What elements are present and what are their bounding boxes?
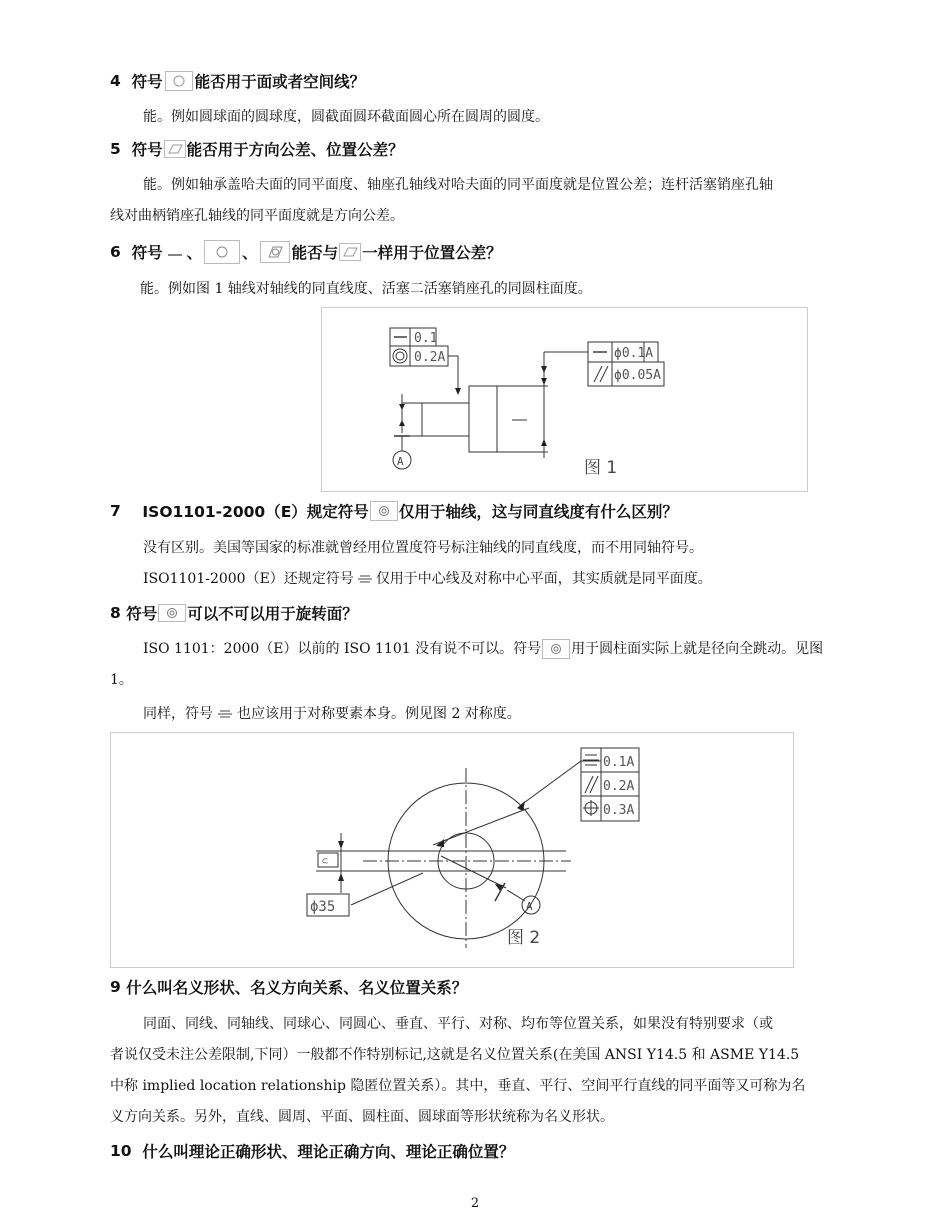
fig1-caption: 图 1 <box>584 458 618 478</box>
answer-8-line-3: 同样，符号 也应该用于对称要素本身。例见图 2 对称度。 <box>143 706 521 722</box>
cylindricity-symbol-icon <box>260 241 290 263</box>
symmetry-symbol-icon <box>214 706 236 722</box>
answer-8-line-1: ISO 1101：2000（E）以前的 ISO 1101 没有说不可以。符号 用于圆柱面实际上就是径向全跳动。见图 <box>143 641 824 657</box>
question-4: 4 符号 能否用于面或者空间线？ <box>110 72 366 91</box>
answer-8-line-2: 1。 <box>110 672 133 688</box>
question-9: 9 什么叫名义形状、名义方向关系、名义位置关系？ <box>110 978 468 997</box>
question-number: 4 <box>110 72 121 90</box>
figure-1 <box>321 307 808 492</box>
answer-4: 能。例如圆球面的圆球度，圆截面圆环截面圆心所在圆周的圆度。 <box>143 109 549 125</box>
svg-text:⊂: ⊂ <box>322 856 329 867</box>
page-number: 2 <box>470 1196 480 1211</box>
frame2-row2: ϕ0.05A <box>614 368 661 383</box>
answer-5-line-1: 能。例如轴承盖哈夫面的同平面度、轴座孔轴线对哈夫面的同平面度就是位置公差；连杆活塞销座孔轴 <box>143 177 773 193</box>
answer-9-line-4: 义方向关系。另外，直线、圆周、平面、圆柱面、圆球面等形状统称为名义形状。 <box>110 1109 614 1125</box>
concentricity-symbol-icon <box>370 501 398 521</box>
answer-9-line-2: 者说仅受未注公差限制,下同）一般都不作特别标记,这就是名义位置关系(在美国 ANSI Y14.5 和 ASME Y14.5 <box>110 1047 800 1063</box>
flatness-symbol-icon <box>339 243 361 261</box>
answer-7-line-2: ISO1101-2000（E）还规定符号 仅用于中心线及对称中心平面，其实质就是同平面度。 <box>143 571 712 587</box>
figure-2 <box>110 732 794 968</box>
fig2-diameter: ϕ35 <box>310 899 336 915</box>
concentricity-symbol-icon <box>542 639 570 659</box>
concentricity-symbol-icon <box>158 604 186 622</box>
fig2-caption: 图 2 <box>507 928 541 948</box>
answer-7-line-1: 没有区别。美国等国家的标准就曾经用位置度符号标注轴线的同直线度，而不用同轴符号。 <box>143 540 703 556</box>
question-10: 10 什么叫理论正确形状、理论正确方向、理论正确位置？ <box>110 1142 515 1161</box>
frame2-row1: ϕ0.1A <box>614 346 654 361</box>
symmetry-symbol-icon <box>355 571 375 587</box>
straightness-symbol-icon <box>164 243 186 261</box>
circularity-symbol-icon <box>165 71 193 91</box>
answer-9-line-1: 同面、同线、同轴线、同球心、同圆心、垂直、平行、对称、均布等位置关系，如果没有特别要求（或 <box>143 1016 773 1032</box>
circularity-symbol-icon <box>204 240 240 264</box>
frame1-row2: 0.2A <box>414 350 446 365</box>
fig2-row2: 0.2A <box>603 779 635 794</box>
question-7: 7 ISO1101-2000（E）规定符号 仅用于轴线，这与同直线度有什么区别？ <box>110 502 678 521</box>
fig2-row1: 0.1A <box>603 755 635 770</box>
question-5: 5 符号 能否用于方向公差、位置公差？ <box>110 140 404 159</box>
fig2-row3: 0.3A <box>603 803 635 818</box>
answer-9-line-3: 中称 implied location relationship 隐匿位置关系）。其中，垂直、平行、空间平行直线的同平面等又可称为名 <box>110 1078 806 1094</box>
frame1-row1: 0.1 <box>414 331 438 346</box>
question-6: 6 符号 、 、 能否与 一样用于位置公差？ <box>110 240 502 264</box>
answer-6: 能。例如图 1 轴线对轴线的同直线度、活塞二活塞销座孔的同圆柱面度。 <box>140 281 592 297</box>
fig2-datum: A <box>526 900 533 913</box>
answer-5-line-2: 线对曲柄销座孔轴线的同平面度就是方向公差。 <box>110 208 404 224</box>
question-8: 8 符号 可以不可以用于旋转面？ <box>110 604 358 623</box>
flatness-symbol-icon <box>164 140 186 158</box>
fig1-datum: A <box>397 455 404 468</box>
